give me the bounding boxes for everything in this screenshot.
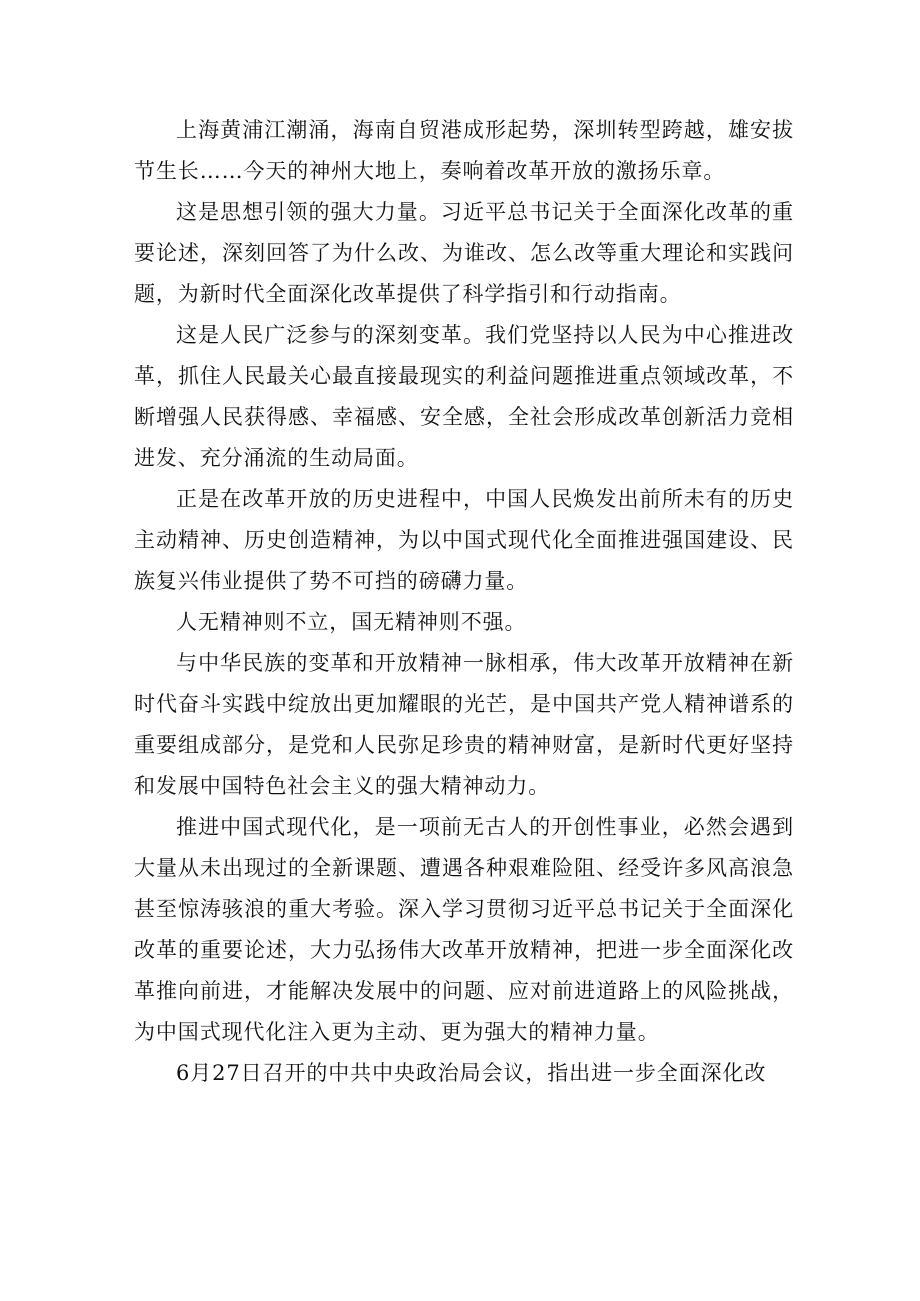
document-body (134, 110, 794, 1094)
paragraph-8: 6月27日召开的中共中央政治局会议，指出进一步全面深化改 (176, 1061, 767, 1085)
paragraph-6: 与中华民族的变革和开放精神一脉相承，伟大改革开放精神在新时代奋斗实践中绽放出更加耀眼的光芒，是中国共产党人精神谱系的重要组成部分，是党和人民弥足珍贵的精神财富，是新时代更好坚持和发展中国特色社会主义的强大精神动力。 (134, 651, 794, 798)
paragraph-4: 正是在改革开放的历史进程中，中国人民焕发出前所未有的历史主动精神、历史创造精神，为以中国式现代化全面推进强国建设、民族复兴伟业提供了势不可挡的磅礴力量。 (134, 487, 794, 593)
paragraph-1: 上海黄浦江潮涌，海南自贸港成形起势，深圳转型跨越，雄安拔节生长……今天的神州大地上，奏响着改革开放的激扬乐章。 (134, 118, 794, 183)
paragraph-2: 这是思想引领的强大力量。习近平总书记关于全面深化改革的重要论述，深刻回答了为什么改、为谁改、怎么改等重大理论和实践问题，为新时代全面深化改革提供了科学指引和行动指南。 (134, 200, 794, 306)
paragraph-3: 这是人民广泛参与的深刻变革。我们党坚持以人民为中心推进改革，抓住人民最关心最直接最现实的利益问题推进重点领域改革，不断增强人民获得感、幸福感、安全感，全社会形成改革创新活力竞相进发、充分涌流的生动局面。 (134, 323, 794, 470)
paragraph-5: 人无精神则不立，国无精神则不强。 (176, 610, 527, 634)
paragraph-7: 推进中国式现代化，是一项前无古人的开创性事业，必然会遇到大量从未出现过的全新课题、遭遇各种艰难险阻、经受许多风高浪急甚至惊涛骇浪的重大考验。深入学习贯彻习近平总书记关于全面深化改革的重要论述，大力弘扬伟大改革开放精神，把进一步全面深化改革推向前进，才能解决发展中的问题、应对前进道路上的风险挑战，为中国式现代化注入更为主动、更为强大的精神力量。 (134, 815, 794, 1044)
